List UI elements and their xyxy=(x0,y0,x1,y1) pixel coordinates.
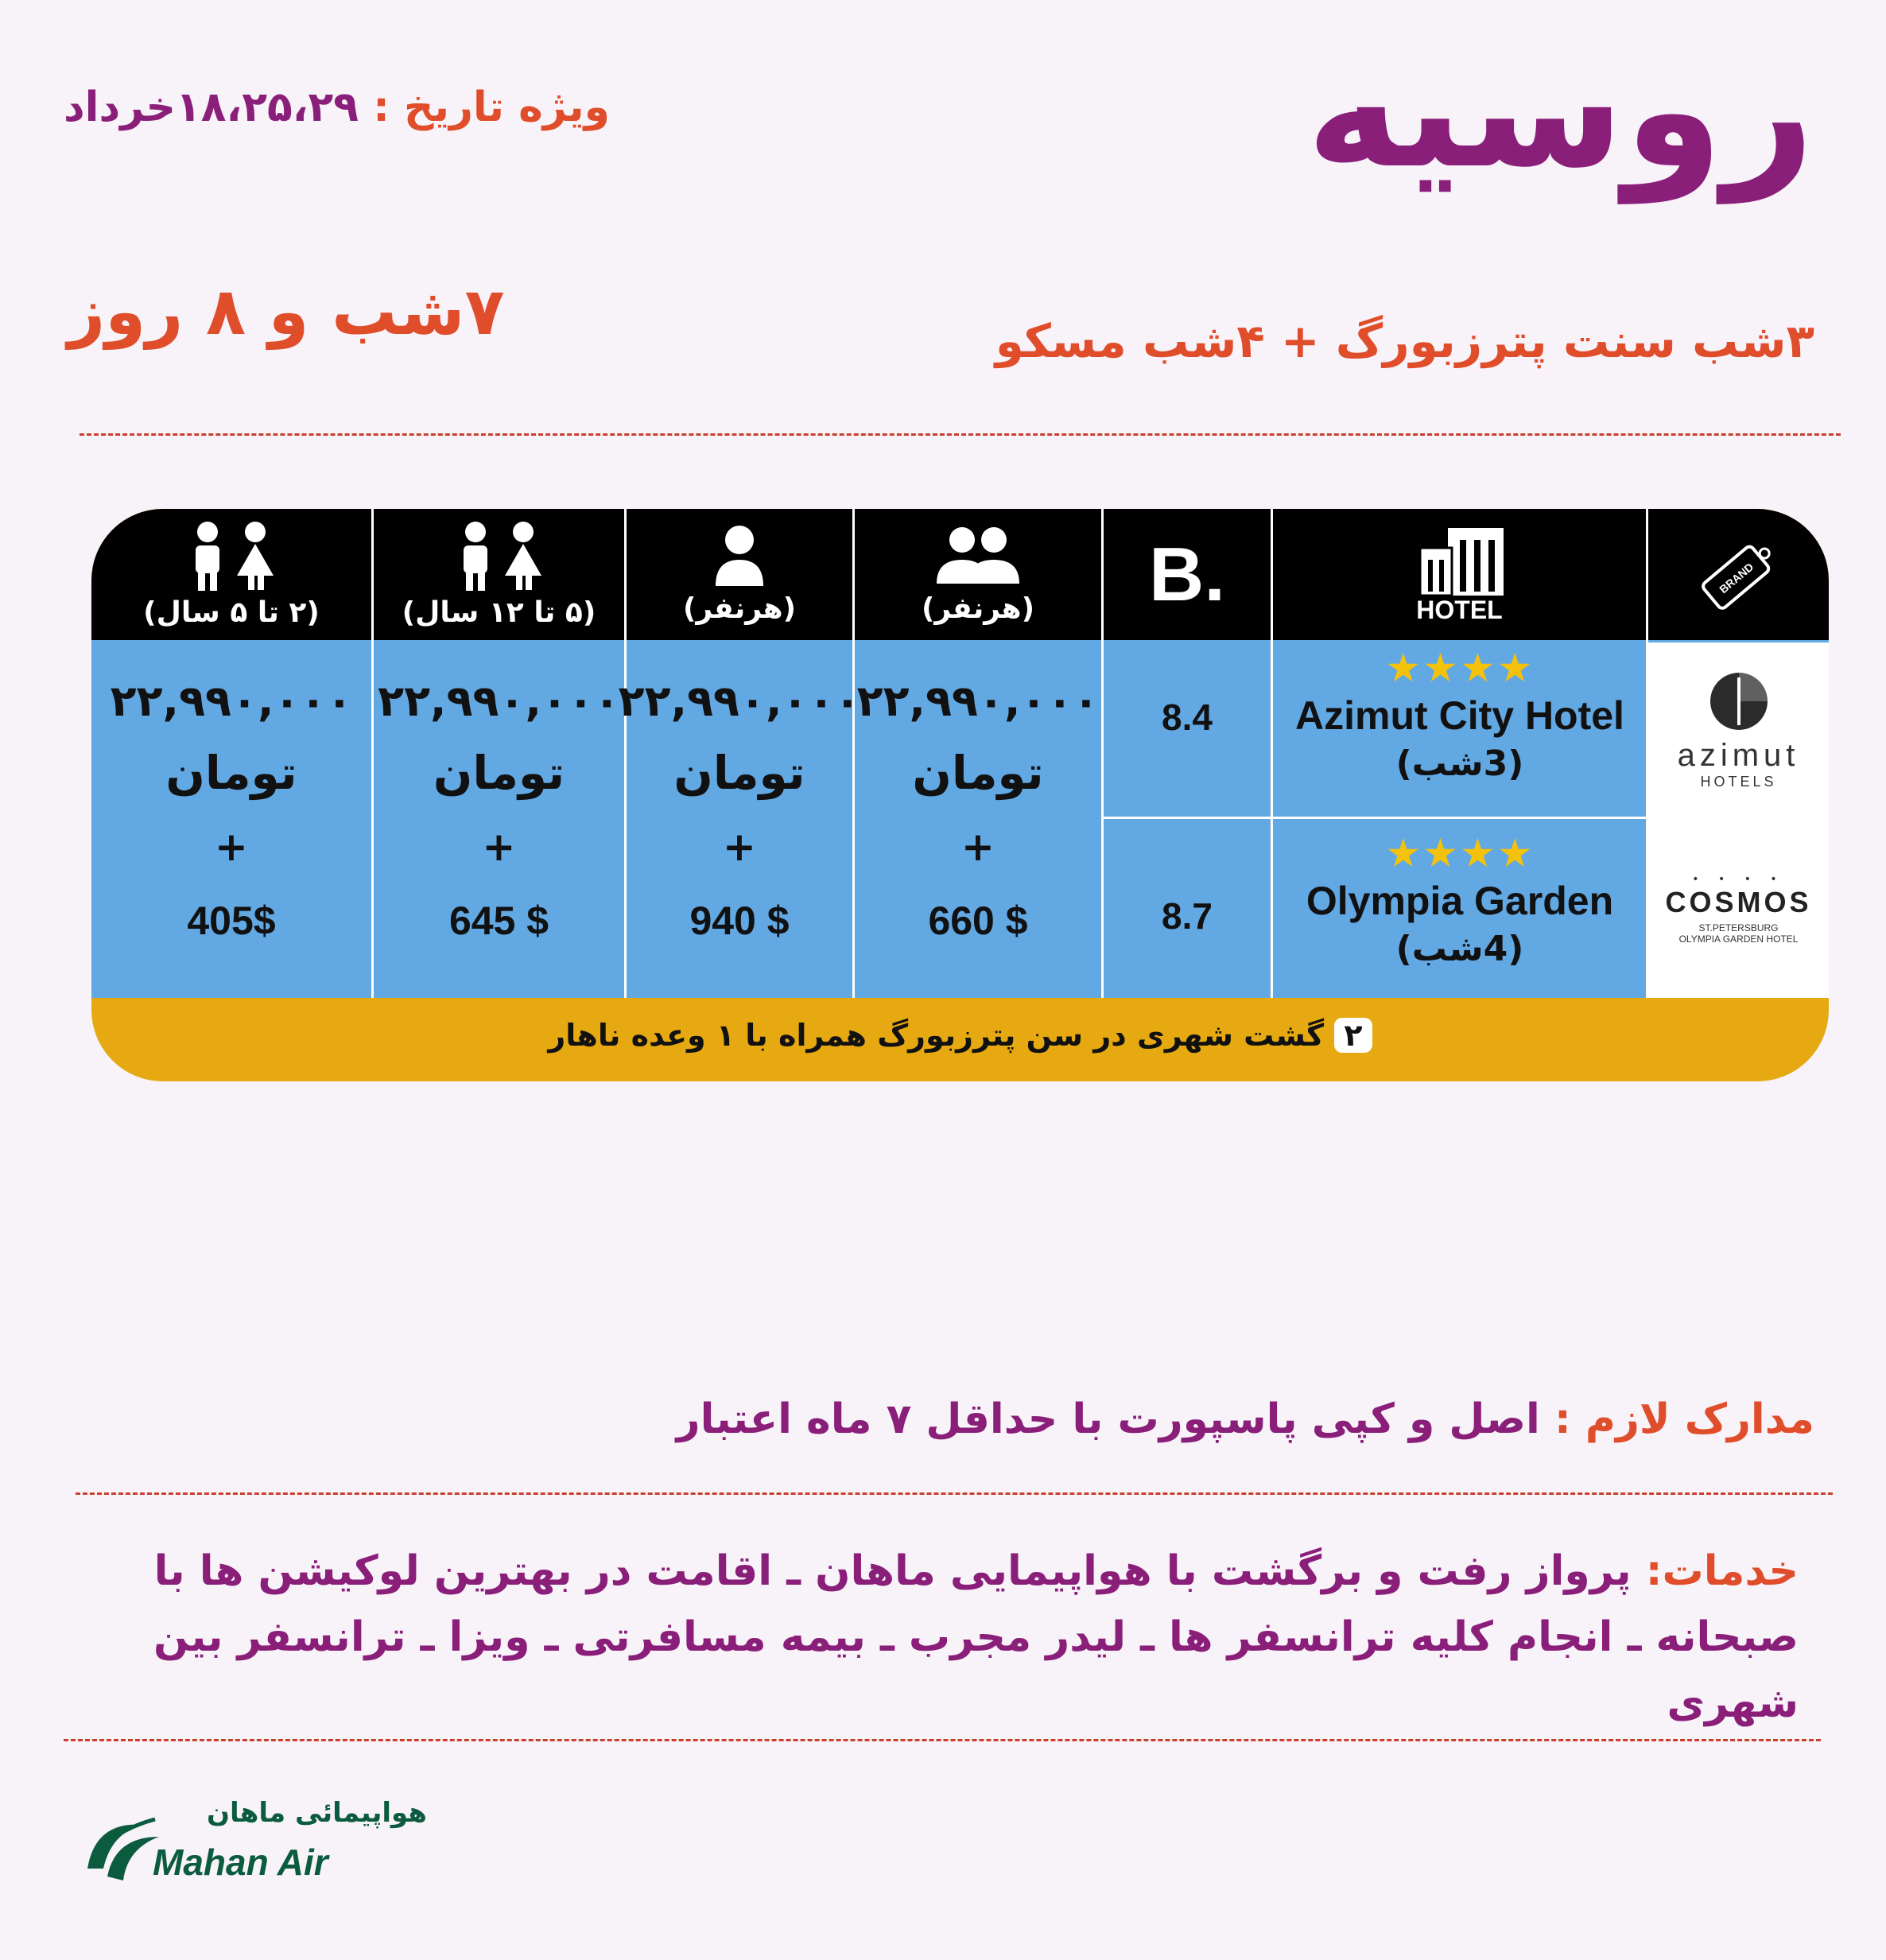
cosmos-sub2: OLYMPIA GARDEN HOTEL xyxy=(1678,933,1799,945)
booking-score: 8.4 xyxy=(1162,697,1213,738)
services-text: پرواز رفت و برگشت با هواپیمایی ماهان ـ اقامت در بهترین لوکیشن ها با صبحانه ـ انجام کلیه ترانسفر ها ـ لیدر مجرب ـ بیمه مسافرتی ـ ویزا ـ ترانسفر بین شهری xyxy=(153,1547,1799,1728)
col-label: (هرنفر) xyxy=(682,592,797,625)
required-documents xyxy=(677,1395,1814,1443)
price-child-5-12 xyxy=(374,640,624,998)
price-plus: + xyxy=(482,824,516,870)
col-brand xyxy=(1648,509,1829,640)
hotel-nights: (3شب) xyxy=(1395,743,1524,784)
azimut-wordmark: azimut xyxy=(1677,737,1800,773)
price-currency: تومان xyxy=(165,746,297,800)
date-label: ویژه تاریخ : xyxy=(373,83,610,131)
single-person-icon xyxy=(712,524,767,588)
col-child-5-12 xyxy=(374,509,624,640)
hotel-olympia xyxy=(1273,830,1647,969)
tour-itinerary: ۳شب سنت پترزبورگ + ۴شب مسکو xyxy=(995,314,1814,368)
price-amount: ۲۲,۹۹۰,۰۰۰ xyxy=(618,676,861,726)
price-table xyxy=(91,509,1829,1081)
hotel-name: Azimut City Hotel xyxy=(1295,693,1624,738)
price-usd: 405$ xyxy=(187,898,276,943)
page-title: روسیه xyxy=(1306,18,1814,204)
price-currency: تومان xyxy=(433,746,565,800)
excursion-note xyxy=(91,1018,1829,1053)
price-single xyxy=(618,640,861,998)
mahan-air-logo xyxy=(80,1797,427,1892)
star-rating: ★★★★ xyxy=(1385,645,1535,691)
booking-logo-icon: B. xyxy=(1149,531,1225,617)
price-usd: 660 $ xyxy=(928,898,1028,943)
services-label: خدمات: xyxy=(1645,1547,1799,1595)
cosmos-logo xyxy=(1648,819,1829,998)
cosmos-wordmark: COSMOS xyxy=(1665,885,1812,918)
price-amount: ۲۲,۹۹۰,۰۰۰ xyxy=(110,676,353,726)
hotel-name: Olympia Garden xyxy=(1306,879,1614,923)
hotel-label: HOTEL xyxy=(1416,596,1503,624)
divider xyxy=(64,1739,1821,1741)
price-plus: + xyxy=(215,824,248,870)
logo-english: Mahan Air xyxy=(153,1842,328,1883)
excursion-count: ۲ xyxy=(1334,1018,1372,1053)
col-child-2-5 xyxy=(91,509,371,640)
divider xyxy=(76,1492,1833,1495)
cosmos-sub: ST.PETERSBURG xyxy=(1698,922,1779,933)
price-double xyxy=(855,640,1101,998)
docs-label: مدارک لازم : xyxy=(1554,1395,1814,1443)
azimut-logo xyxy=(1648,642,1829,817)
brand-label: BRAND xyxy=(1716,560,1756,596)
hotel-building-icon xyxy=(1404,524,1515,596)
two-persons-icon xyxy=(930,524,1026,588)
hotel-nights: (4شب) xyxy=(1395,929,1524,969)
col-label: (۲ تا ۵ سال) xyxy=(143,596,320,629)
excursion-text: گشت شهری در سن پترزبورگ همراه با ۱ وعده ناهار xyxy=(548,1018,1325,1053)
price-usd: 645 $ xyxy=(448,898,549,943)
date-line xyxy=(64,83,610,131)
price-currency: تومان xyxy=(912,746,1044,800)
price-amount: ۲۲,۹۹۰,۰۰۰ xyxy=(378,676,620,726)
price-plus: + xyxy=(961,824,995,870)
col-single xyxy=(627,509,852,640)
col-label: (هرنفر) xyxy=(921,592,1035,625)
docs-text: اصل و کپی پاسپورت با حداقل ۷ ماه اعتبار xyxy=(676,1395,1540,1443)
children-icon xyxy=(440,520,559,592)
star-rating: ★★★★ xyxy=(1385,830,1535,876)
price-child-2-5 xyxy=(91,640,371,998)
hotel-azimut xyxy=(1273,645,1647,784)
col-hotel xyxy=(1273,509,1646,640)
col-label: (۵ تا ۱۲ سال) xyxy=(402,596,596,629)
azimut-emblem-icon xyxy=(1707,670,1771,733)
azimut-sub: HOTELS xyxy=(1700,773,1777,790)
brand-tag-icon xyxy=(1691,527,1787,623)
price-amount: ۲۲,۹۹۰,۰۰۰ xyxy=(856,676,1100,726)
col-booking xyxy=(1104,509,1271,640)
price-usd: 940 $ xyxy=(689,898,790,943)
col-double xyxy=(855,509,1101,640)
tour-duration: ۷شب و ۸ روز xyxy=(68,274,505,350)
date-value: ۱۸،۲۵،۲۹خرداد xyxy=(64,83,359,131)
children-icon xyxy=(172,520,291,592)
services xyxy=(129,1539,1799,1737)
price-plus: + xyxy=(723,824,756,870)
booking-score: 8.7 xyxy=(1162,895,1213,937)
divider xyxy=(80,433,1841,436)
cosmos-dots-icon: • • • • xyxy=(1692,872,1785,886)
price-currency: تومان xyxy=(673,746,805,800)
logo-persian: هواپیمائی ماهان xyxy=(207,1797,427,1829)
